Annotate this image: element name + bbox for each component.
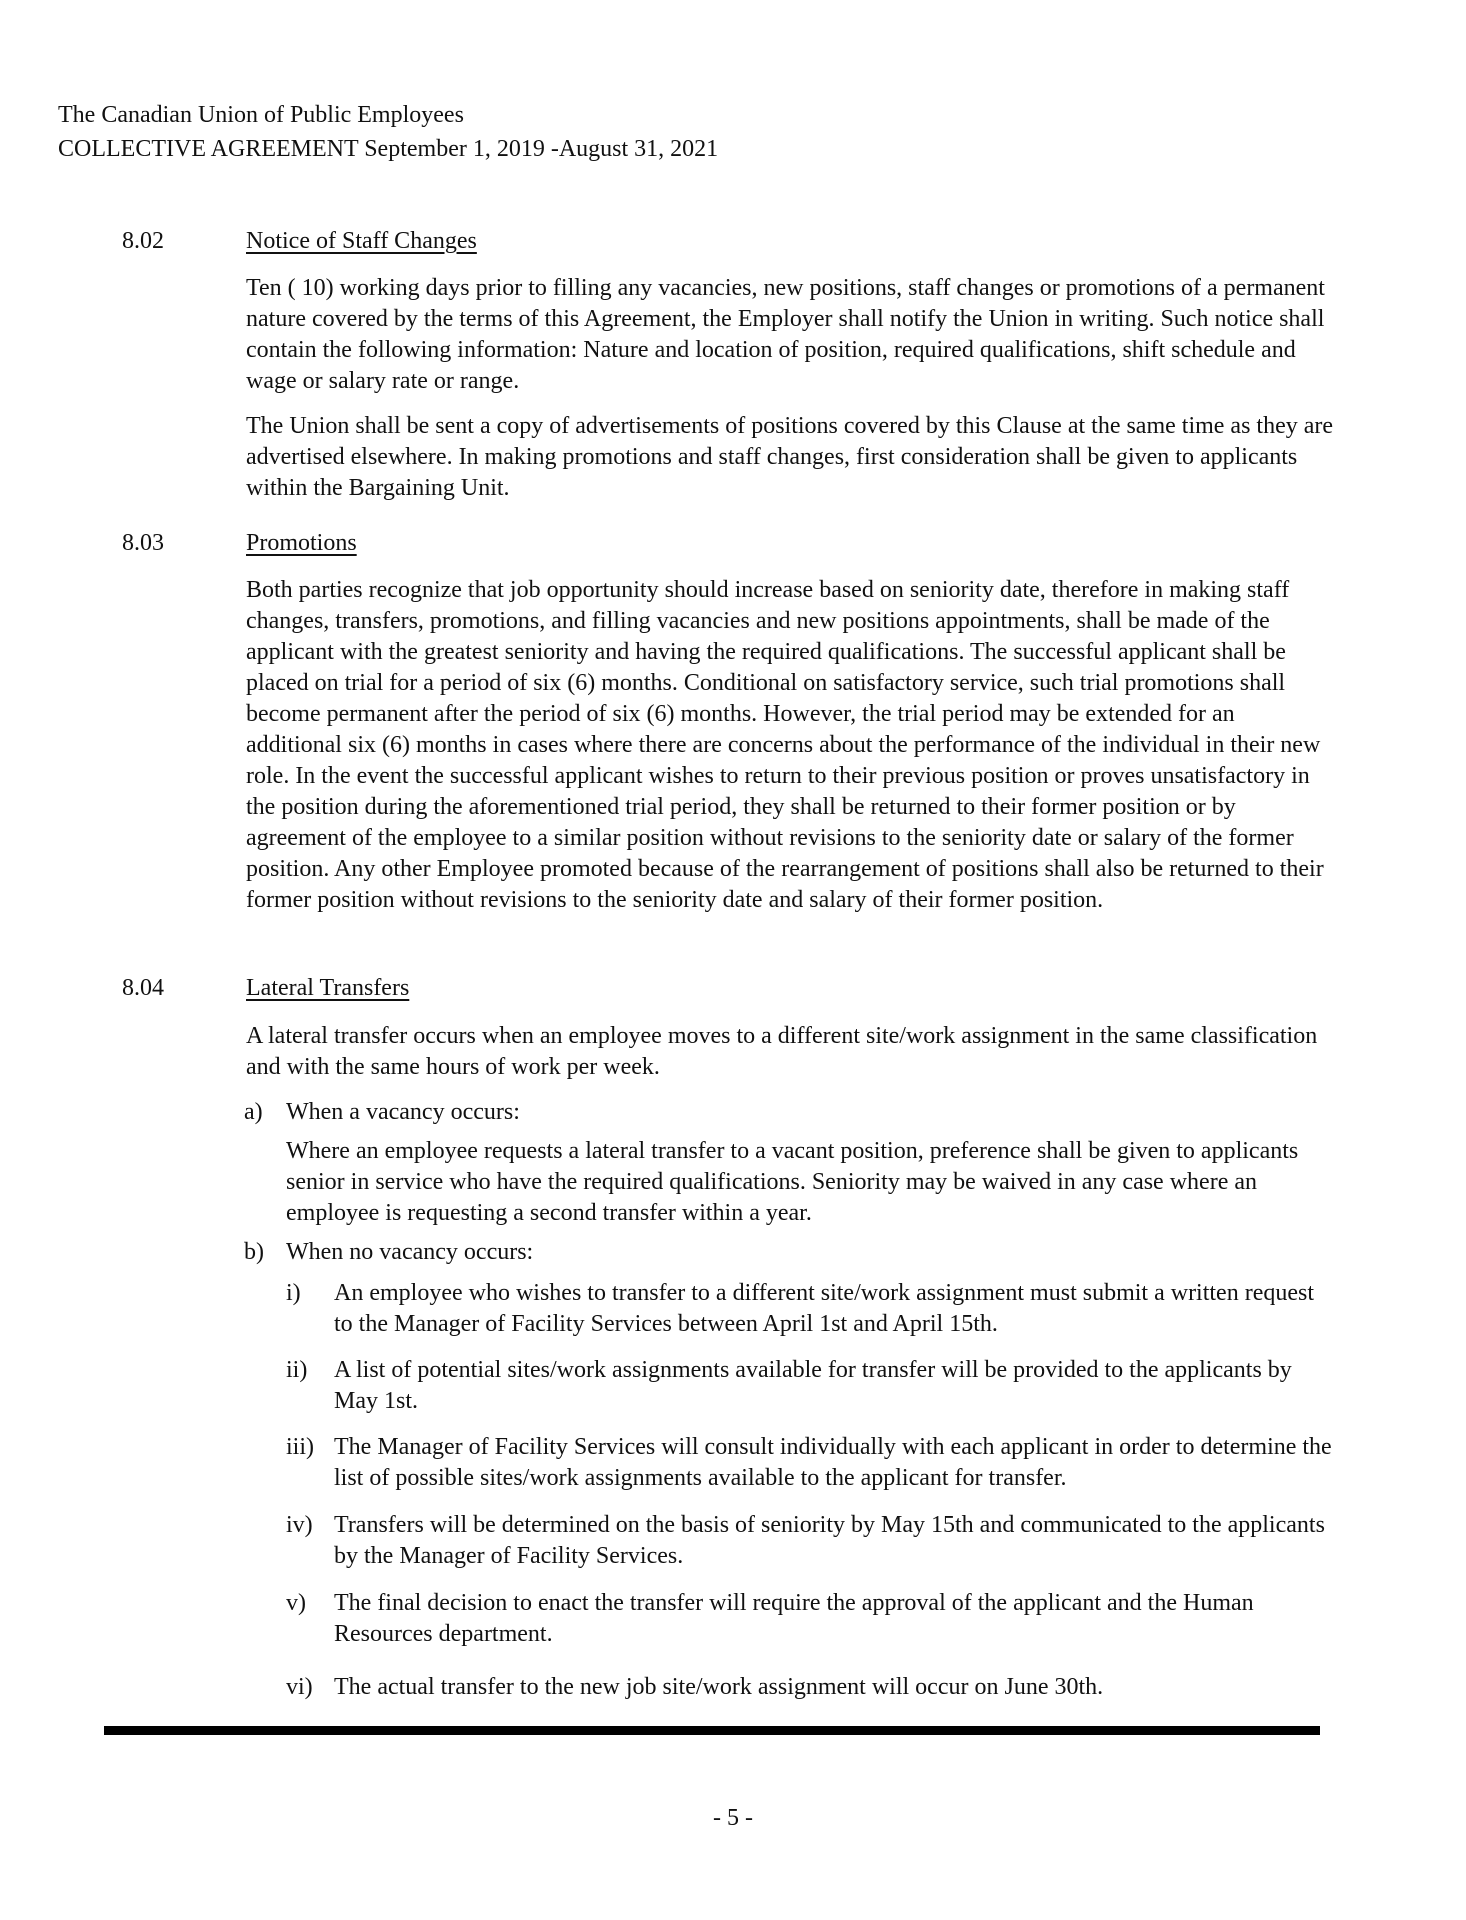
section-paragraph: A lateral transfer occurs when an employee moves to a different site/work assignment in the same classification and with the same hours of work per week.	[246, 1023, 1318, 1080]
list-item-text: Where an employee requests a lateral transfer to a vacant position, preference shall be given to applicants senior in service who have the required qualifications. Seniority may be waived in any case where an employee is requesting a second transfer within a year.	[286, 1138, 1299, 1226]
section-paragraph: The Union shall be sent a copy of advertisements of positions covered by this Clause at the same time as they are advertised elsewhere. In making promotions and staff changes, first consideration shall be given to applicants within the Bargaining Unit.	[246, 413, 1334, 501]
sub-item-label: ii)	[286, 1357, 308, 1383]
list-item-heading: When no vacancy occurs:	[286, 1239, 534, 1265]
header-agreement-title: COLLECTIVE AGREEMENT September 1, 2019 -August 31, 2021	[58, 136, 719, 162]
section-number: 8.03	[122, 530, 164, 556]
sub-item-label: v)	[286, 1590, 306, 1616]
footer-divider	[104, 1726, 1320, 1735]
section-title: Notice of Staff Changes	[246, 228, 477, 254]
sub-item-text: The final decision to enact the transfer will require the approval of the applicant and the Human Resources department.	[334, 1590, 1254, 1647]
sub-item-text: The Manager of Facility Services will consult individually with each applicant in order to determine the list of possible sites/work assignments available to the applicant for transfer.	[334, 1434, 1332, 1491]
section-paragraph: Ten ( 10) working days prior to filling any vacancies, new positions, staff changes or promotions of a permanent nature covered by the terms of this Agreement, the Employer shall notify the Union in writing. Such notice shall contain the following information: Nature and location of position, required qualifications, shift schedule and wage or salary rate or range.	[246, 275, 1325, 394]
list-item-label: a)	[244, 1099, 263, 1125]
section-paragraph: Both parties recognize that job opportunity should increase based on seniority date, therefore in making staff changes, transfers, promotions, and filling vacancies and new positions appointments, shall be made of the applicant with the greatest seniority and having the required qualifications. The successful applicant shall be placed on trial for a period of six (6) months. Conditional on satisfactory service, such trial promotions shall become permanent after the period of six (6) months. However, the trial period may be extended for an additional six (6) months in cases where there are concerns about the performance of the individual in their new role. In the event the successful applicant wishes to return to their previous position or proves unsatisfactory in the position during the aforementioned trial period, they shall be returned to their former position or by agreement of the employee to a similar position without revisions to the seniority date or salary of the former position. Any other Employee promoted because of the rearrangement of positions shall also be returned to their former position without revisions to the seniority date and salary of their former position.	[246, 577, 1324, 913]
sub-item-label: iv)	[286, 1512, 313, 1538]
sub-item-text: Transfers will be determined on the basis of seniority by May 15th and communicated to the applicants by the Manager of Facility Services.	[334, 1512, 1325, 1569]
list-item-label: b)	[244, 1239, 264, 1265]
sub-item-text: An employee who wishes to transfer to a different site/work assignment must submit a written request to the Manager of Facility Services between April 1st and April 15th.	[334, 1280, 1315, 1337]
sub-item-label: vi)	[286, 1674, 313, 1700]
section-number: 8.02	[122, 228, 164, 254]
list-item-heading: When a vacancy occurs:	[286, 1099, 520, 1125]
section-number: 8.04	[122, 975, 164, 1001]
document-header	[58, 98, 718, 166]
section-title: Lateral Transfers	[246, 975, 410, 1001]
sub-item-text: The actual transfer to the new job site/work assignment will occur on June 30th.	[334, 1674, 1104, 1700]
page-number: - 5 -	[713, 1805, 753, 1831]
header-union-name: The Canadian Union of Public Employees	[58, 102, 464, 128]
sub-item-text: A list of potential sites/work assignments available for transfer will be provided to the applicants by May 1st.	[334, 1357, 1292, 1414]
sub-item-label: i)	[286, 1280, 301, 1306]
section-title: Promotions	[246, 530, 357, 556]
sub-item-label: iii)	[286, 1434, 314, 1460]
